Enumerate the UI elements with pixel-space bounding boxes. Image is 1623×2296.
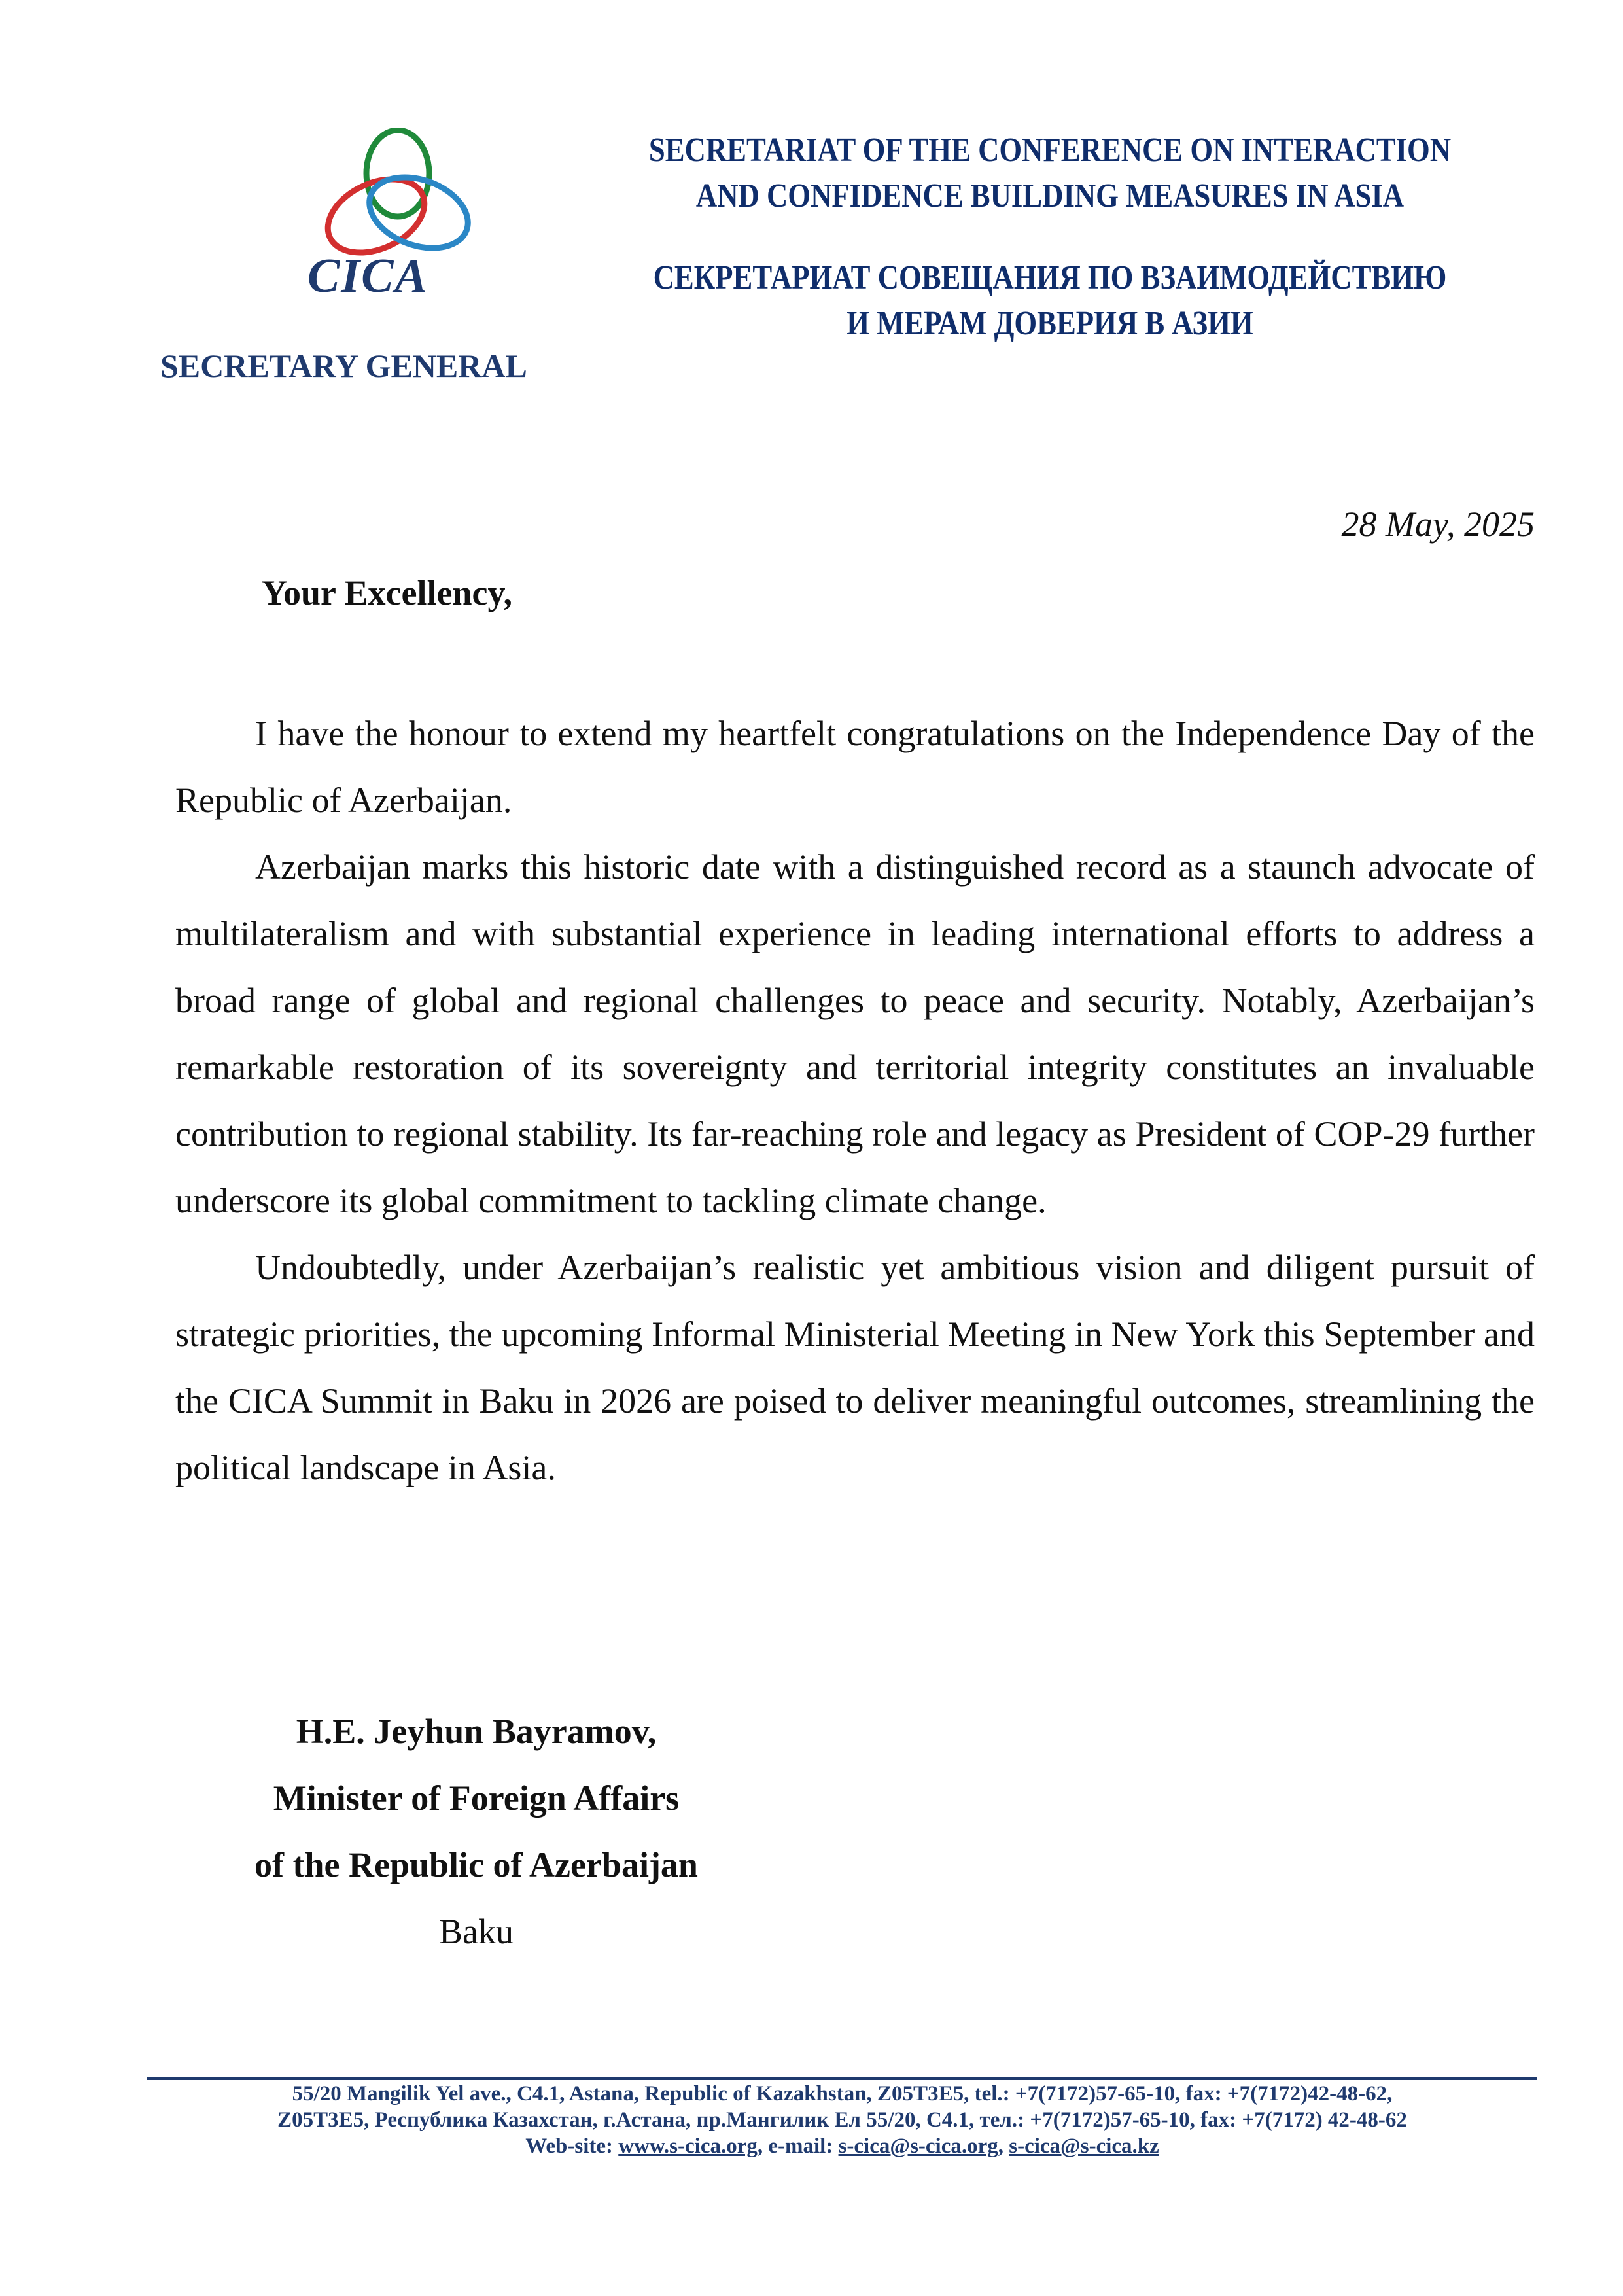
separator: , [998,2134,1004,2158]
recipient-block [175,1698,777,1965]
recipient-title: Minister of Foreign Affairs [273,1778,680,1818]
logo-text: CICA [307,249,428,303]
recipient-country: of the Republic of Azerbaijan [254,1845,698,1884]
salutation: Your Excellency, [262,573,512,612]
paragraph: Undoubtedly, under Azerbaijan’s realistic yet ambitious vision and diligent pursuit of strategic priorities, the upcoming Informal Ministerial Meeting in New York this September and the CICA Summit in Baku in 2026 are poised to deliver meaningful outcomes, streamlining the political landscape in Asia. [175,1248,1535,1487]
logo-ring-green [366,130,429,217]
header-english-line2: AND CONFIDENCE BUILDING MEASURES IN ASIA [695,177,1405,215]
secretary-general-label: SECRETARY GENERAL [160,347,527,384]
paragraph: Azerbaijan marks this historic date with a distinguished record as a staunch advocate of multilateralism and with substantial experience in leading international efforts to address a broad range of global and regional challenges to peace and security. Notably, Azerbaijan’s remarkable restoration of its sovereignty and territorial integrity constitutes an invaluable contribution to regional stability. Its far-reaching role and legacy as President of COP-29 further underscore its global commitment to tackling climate change. [175,847,1535,1220]
footer-address-en: 55/20 Mangilik Yel ave., C4.1, Astana, Republic of Kazakhstan, Z05T3E5, tel.: +7(7172)57-65-10, fax: +7(7172)42-48-62, [292,2082,1393,2106]
recipient-name: H.E. Jeyhun Bayramov, [296,1712,657,1751]
header-russian-line1: СЕКРЕТАРИАТ СОВЕЩАНИЯ ПО ВЗАИМОДЕЙСТВИЮ [653,259,1447,296]
email-link-kz[interactable]: s-cica@s-cica.kz [1009,2134,1159,2158]
footer [147,2081,1537,2159]
cica-logo-icon [321,128,471,258]
website-link[interactable]: www.s-cica.org [618,2134,758,2158]
footer-address-ru: Z05T3E5, Республика Казахстан, г.Астана, пр.Мангилик Ел 55/20, С4.1, тел.: +7(7172)57-65-10, fax: +7(7172) 42-48-62 [277,2108,1407,2132]
letter-date: 28 May, 2025 [1341,504,1535,544]
email-link-org[interactable]: s-cica@s-cica.org [838,2134,998,2158]
paragraph: I have the honour to extend my heartfelt congratulations on the Independence Day of the Republic of Azerbaijan. [175,714,1535,820]
website-label: Web-site: [525,2134,613,2158]
header-russian-line2: И МЕРАМ ДОВЕРИЯ В АЗИИ [846,305,1253,342]
header-english-line1: SECRETARIAT OF THE CONFERENCE ON INTERACTION [648,132,1452,169]
footer-divider [147,2077,1537,2080]
recipient-city: Baku [439,1912,514,1951]
email-label: , e-mail: [757,2134,833,2158]
footer-contacts [147,2133,1537,2159]
letter-body [175,700,1535,1501]
